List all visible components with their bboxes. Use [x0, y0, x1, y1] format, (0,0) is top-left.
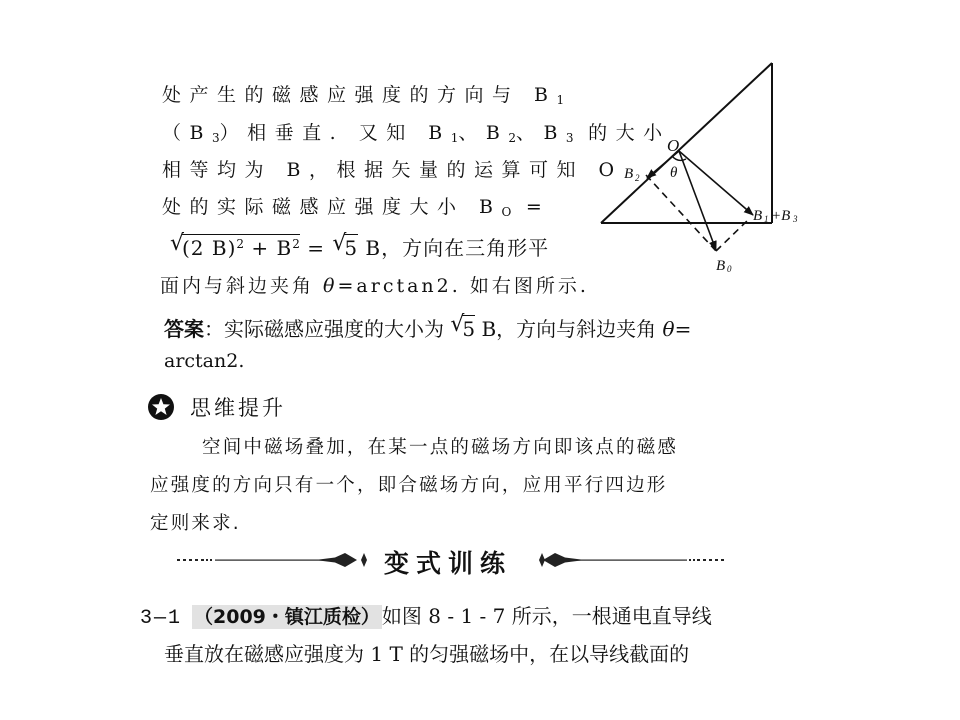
solution-text: 的大小	[573, 122, 671, 144]
exercise-section-title: 变式训练	[384, 549, 513, 578]
label-B2-sub: 2	[635, 173, 640, 183]
radicand: 5	[462, 317, 476, 341]
angle-arc	[672, 156, 686, 160]
solution-text: ）相垂直. 又知 B	[219, 122, 451, 144]
thinking-paragraph-line-1: 空间中磁场叠加，在某一点的磁场方向即该点的磁感	[202, 437, 679, 458]
solution-text: 、B	[515, 122, 566, 144]
star-badge-icon	[148, 394, 174, 420]
solution-text: 、B	[458, 122, 509, 144]
label-plus-B3: +B	[771, 208, 791, 224]
theta-symbol: θ	[662, 317, 675, 341]
solution-text: 面内与斜边夹角	[160, 275, 324, 297]
solution-text: 处产生的磁感应强度的方向与 B	[162, 84, 557, 106]
solution-line-3: 相等均为 B，根据矢量的运算可知 O	[162, 159, 623, 181]
answer-label: 答案	[164, 317, 204, 341]
label-B1: B	[753, 208, 763, 224]
vector-diagram	[590, 55, 810, 285]
answer-colon: ：	[204, 317, 224, 341]
subscript: 1	[450, 131, 459, 145]
sqrt-five	[450, 315, 475, 341]
exponent: 2	[292, 237, 300, 251]
solution-line-4	[162, 192, 550, 219]
formula-text: + B	[244, 236, 293, 260]
radicand: 5	[344, 236, 359, 260]
solution-formula-line	[170, 232, 549, 261]
label-B2: B	[624, 166, 634, 182]
sqrt-five	[332, 234, 358, 260]
label-O: O	[667, 136, 680, 155]
solution-line-1	[162, 80, 564, 107]
solution-text: =	[511, 196, 551, 218]
solution-text: 处的实际磁感应强度大小 B	[162, 196, 502, 218]
label-theta: θ	[670, 165, 678, 181]
label-B0: B	[716, 258, 726, 274]
answer-text: =	[674, 317, 692, 341]
formula-text: =	[299, 236, 333, 260]
subscript: 2	[508, 131, 516, 145]
triangle	[601, 63, 772, 223]
left-dotted-end	[177, 559, 212, 561]
solution-line-6	[160, 271, 589, 298]
subscript: 3	[211, 131, 220, 145]
sqrt-expression	[170, 234, 300, 260]
thinking-paragraph-line-3: 定则来求.	[150, 513, 241, 534]
question-number: 3—1	[140, 607, 183, 630]
solution-text: =arctan2. 如右图所示.	[337, 275, 589, 297]
question-source-highlight: （2009・镇江质检）	[194, 606, 380, 628]
label-B0-sub: 0	[727, 264, 732, 274]
radicand	[182, 234, 300, 260]
answer-text: B，方向与斜边夹角	[475, 317, 663, 341]
exponent: 2	[236, 237, 245, 251]
question-line-1	[140, 600, 712, 630]
answer-line-2: arctan2.	[164, 350, 245, 372]
question-text: 如图 8 - 1 - 7 所示，一根通电直导线	[381, 604, 712, 628]
section-title: 思维提升	[190, 396, 286, 420]
label-B1-sub: 1	[764, 214, 769, 224]
formula-text: B，方向在三角形平	[358, 236, 550, 260]
thinking-section-header	[148, 392, 286, 422]
thinking-paragraph-line-2: 应强度的方向只有一个，即合磁场方向，应用平行四边形	[150, 475, 668, 496]
dashed-parallelogram	[646, 175, 750, 251]
question-line-2: 垂直放在磁感应强度为 1 T 的匀强磁场中，在以导线截面的	[164, 642, 690, 666]
subscript: O	[501, 205, 512, 219]
subscript: 3	[565, 131, 574, 145]
theta-symbol: θ	[323, 275, 338, 297]
answer-text: 实际磁感应强度的大小为	[224, 317, 451, 341]
label-B3-sub: 3	[793, 214, 798, 224]
answer-line-1	[164, 313, 691, 342]
subscript: 1	[556, 93, 565, 107]
solution-text: （B	[162, 122, 212, 144]
formula-text: (2 B)	[182, 236, 237, 260]
right-dotted-end	[689, 559, 724, 561]
